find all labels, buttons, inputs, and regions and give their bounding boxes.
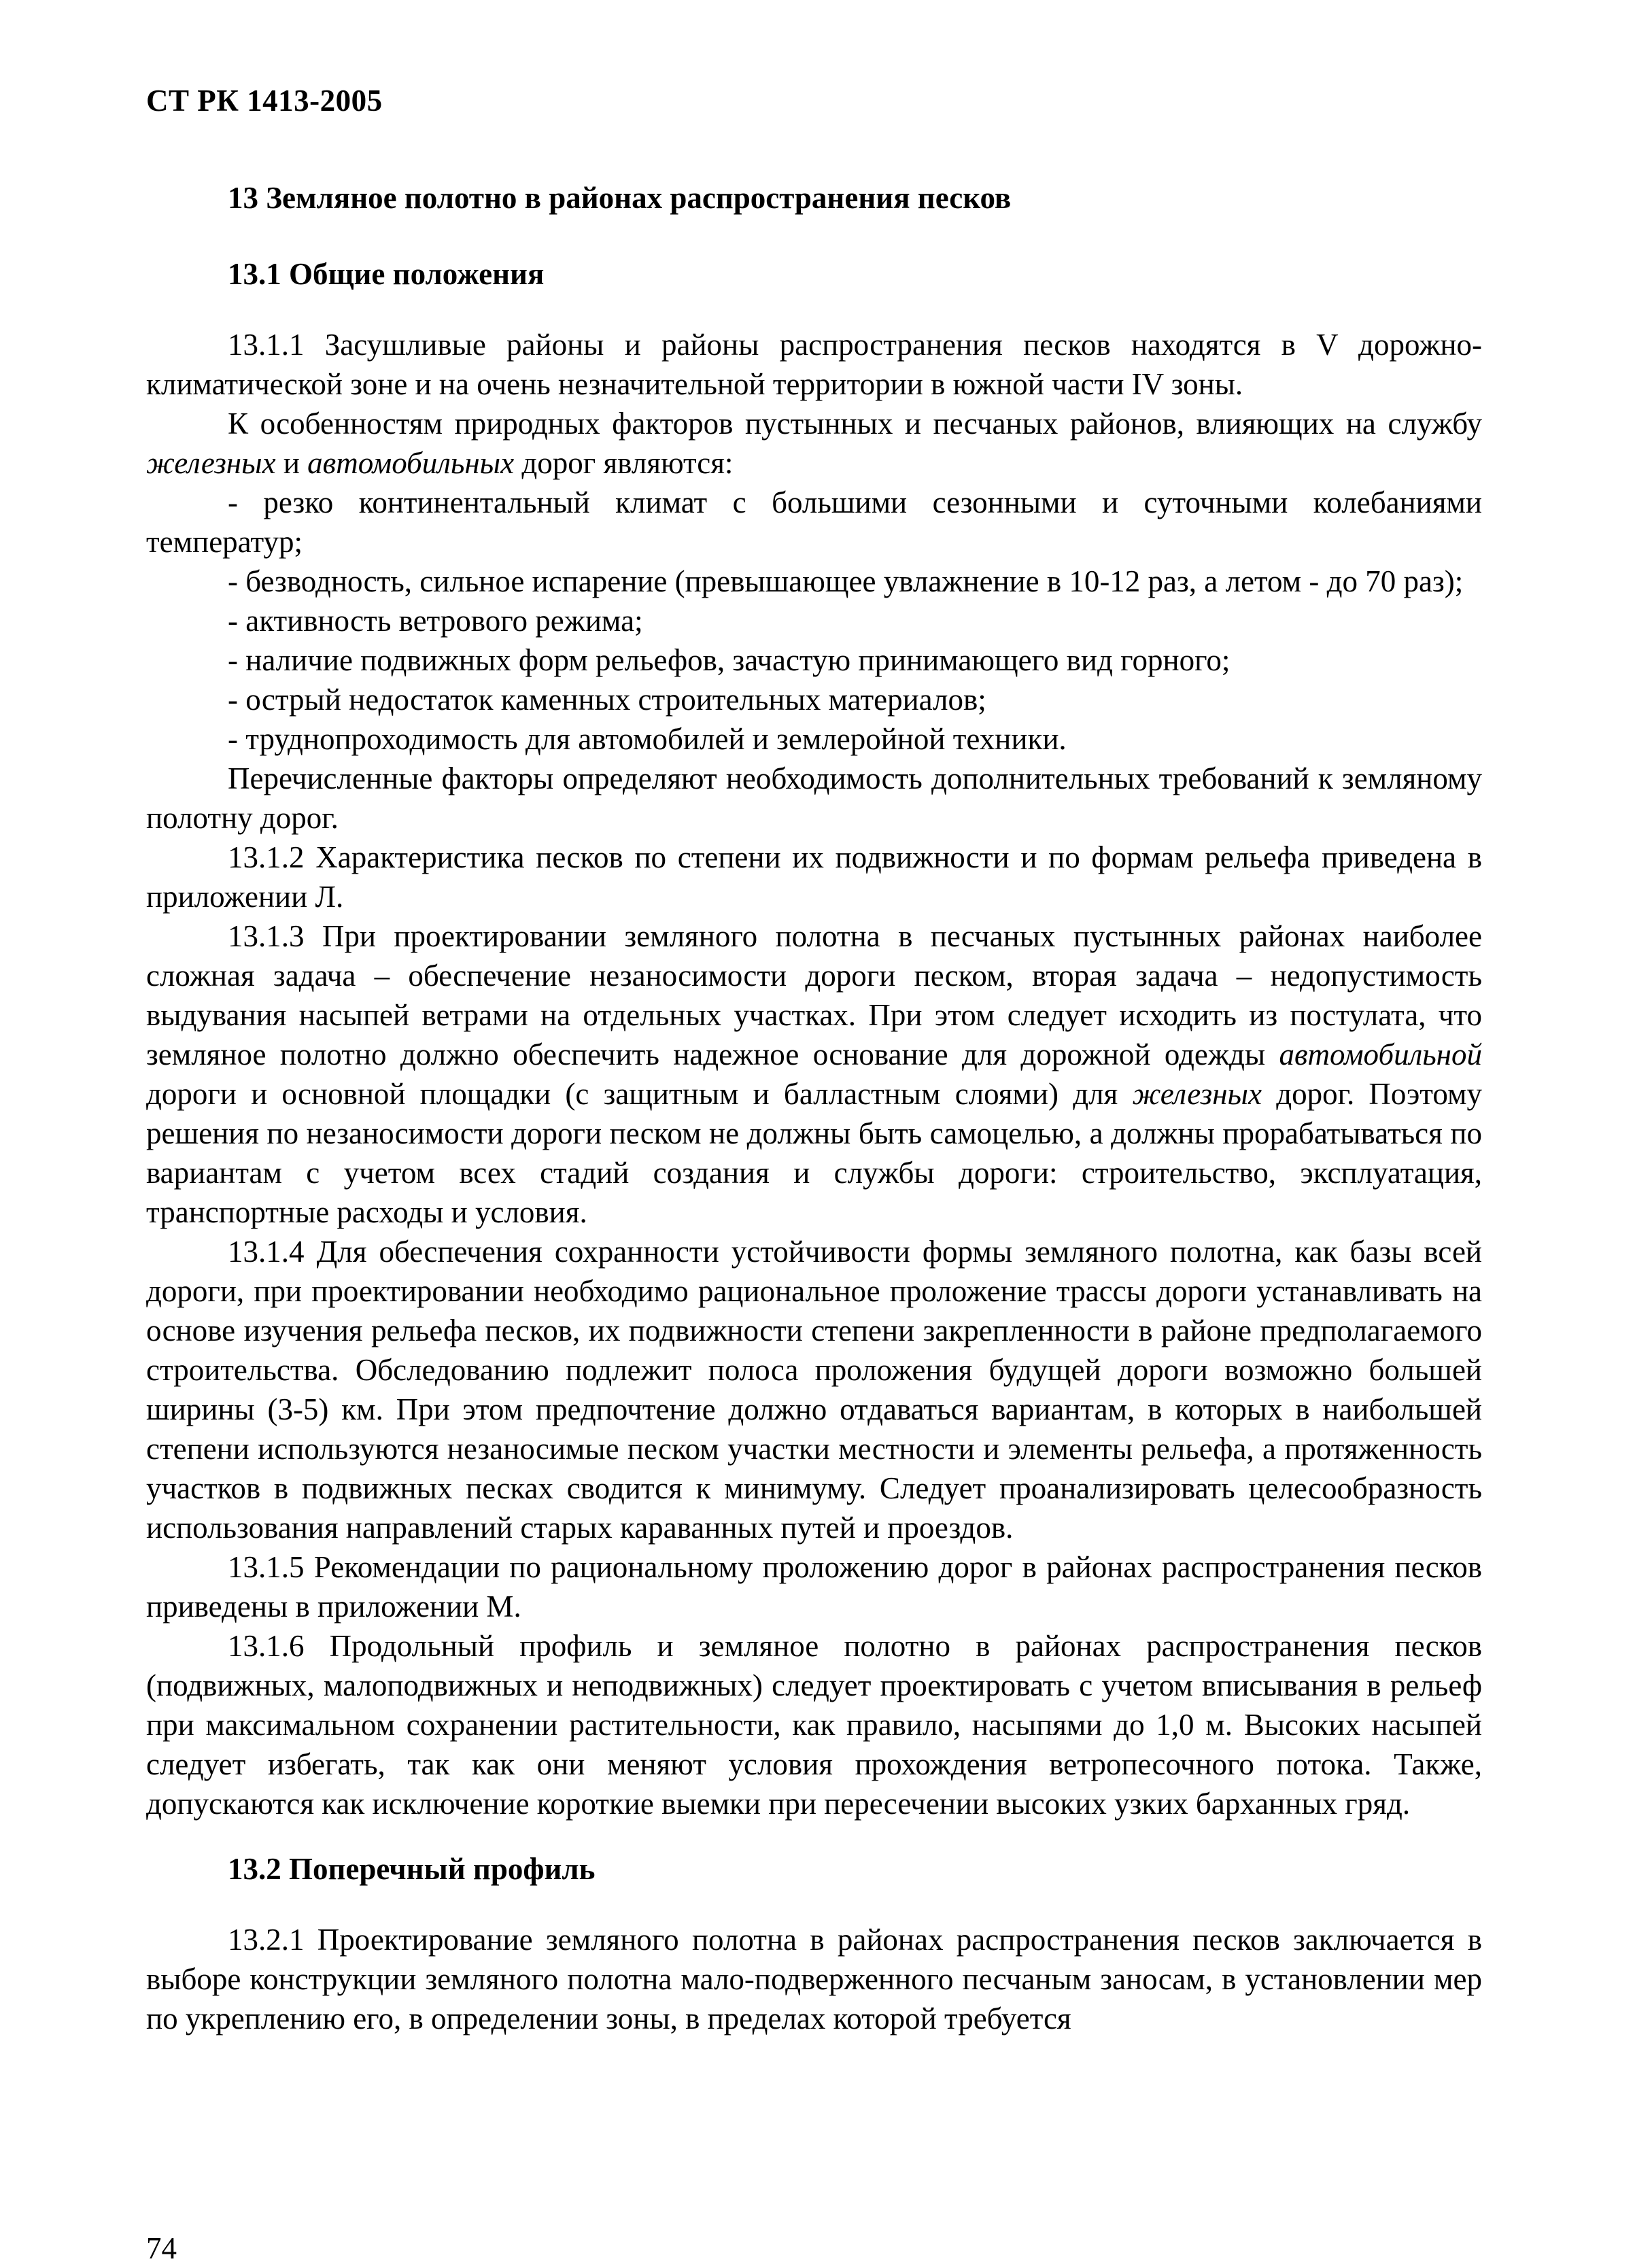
section-13-title: 13 Земляное полотно в районах распространения песков <box>228 181 1012 215</box>
factors-italic-railway: железных <box>146 446 276 480</box>
standard-code-header: СТ РК 1413-2005 <box>146 84 383 118</box>
factors-italic-highway: автомобильных <box>307 446 515 480</box>
factors-intro-text: К особенностям природных факторов пустынных и песчаных районов, влияющих на службу <box>228 407 1482 441</box>
list-item-materials: - острый недостаток каменных строительных материалов; <box>228 683 986 717</box>
list-item-water: - безводность, сильное испарение (превышающее увлажнение в 10-12 раз, а летом - до 70 раз); <box>228 564 1464 598</box>
page-number: 74 <box>146 2231 177 2265</box>
paragraph-13-1-3-part-a: 13.1.3 При проектировании земляного полотна в песчаных пустынных районах наиболее сложная задача – обеспечение незаносимости дороги песком, вторая задача – недопустимость выдувания насыпей ветрами на отдельных участках. При этом следует исходить из постулата, что земляное полотно должно обеспечить надежное основание для дорожной одежды <box>146 919 1482 1071</box>
factors-intro-ending: дорог являются: <box>514 446 734 480</box>
subsection-13-2-title: 13.2 Поперечный профиль <box>228 1852 596 1886</box>
list-item-climate: - резко континентальный климат с большими сезонными и суточными колебаниями температур; <box>146 485 1482 559</box>
paragraph-factors-intro <box>146 404 1482 483</box>
paragraph-13-1-3-italic-automobile: автомобильной <box>1279 1037 1482 1071</box>
paragraph-13-1-4: 13.1.4 Для обеспечения сохранности устойчивости формы земляного полотна, как базы всей дороги, при проектировании необходимо рациональное проложение трассы дороги устанавливать на основе изучения рельефа песков, их подвижности степени закрепленности в районе предполагаемого строительства. Обследованию подлежит полоса проложения будущей дороги возможно большей ширины (3-5) км. При этом предпочтение должно отдаваться вариантам, в которых в наибольшей степени используются незаносимые песком участки местности и элементы рельефа, а протяженность участков в подвижных песках сводится к минимуму. Следует проанализировать целесообразность использования направлений старых караванных путей и проездов. <box>146 1235 1482 1545</box>
paragraph-13-1-6: 13.1.6 Продольный профиль и земляное полотно в районах распространения песков (подвижных, малоподвижных и неподвижных) следует проектировать с учетом вписывания в рельеф при максимальном сохранении растительности, как правило, насыпями до 1,0 м. Высоких насыпей следует избегать, так как они меняют условия прохождения ветропесочного потока. Также, допускаются как исключение короткие выемки при пересечении высоких узких барханных гряд. <box>146 1629 1482 1821</box>
paragraph-13-1-3-part-b: дороги и основной площадки (с защитным и балластным слоями) для <box>146 1077 1133 1111</box>
subsection-13-1-title: 13.1 Общие положения <box>228 257 545 291</box>
paragraph-13-1-3-italic-railway: железных <box>1132 1077 1262 1111</box>
paragraph-listed-factors: Перечисленные факторы определяют необходимость дополнительных требований к земляному полотну дорог. <box>146 761 1482 835</box>
paragraph-13-1-3-part-c: дорог. Поэтому решения по незаносимости дороги песком не должны быть самоцелью, а должны прорабатываться по вариантам с учетом всех стадий создания и службы дороги: строительство, эксплуатация, транспортные расходы и условия. <box>146 1077 1482 1229</box>
paragraph-13-1-2: 13.1.2 Характеристика песков по степени их подвижности и по формам рельефа приведена в приложении Л. <box>146 840 1482 914</box>
list-item-wind: - активность ветрового режима; <box>228 604 643 638</box>
paragraph-13-1-5: 13.1.5 Рекомендации по рациональному проложению дорог в районах распространения песков приведены в приложении М. <box>146 1550 1482 1623</box>
factors-intro-conjunction: и <box>275 446 308 480</box>
paragraph-13-1-1: 13.1.1 Засушливые районы и районы распространения песков находятся в V дорожно-климатической зоне и на очень незначительной территории в южной части IV зоны. <box>146 328 1482 401</box>
list-item-passability: - труднопроходимость для автомобилей и землеройной техники. <box>228 722 1067 756</box>
document-body <box>146 178 1482 2038</box>
list-item-relief: - наличие подвижных форм рельефов, зачастую принимающего вид горного; <box>228 643 1231 677</box>
paragraph-13-1-3 <box>146 916 1482 1232</box>
paragraph-13-2-1: 13.2.1 Проектирование земляного полотна в районах распространения песков заключается в выборе конструкции земляного полотна мало-подверженного песчаным заносам, в установлении мер по укреплению его, в определении зоны, в пределах которой требуется <box>146 1923 1482 2035</box>
